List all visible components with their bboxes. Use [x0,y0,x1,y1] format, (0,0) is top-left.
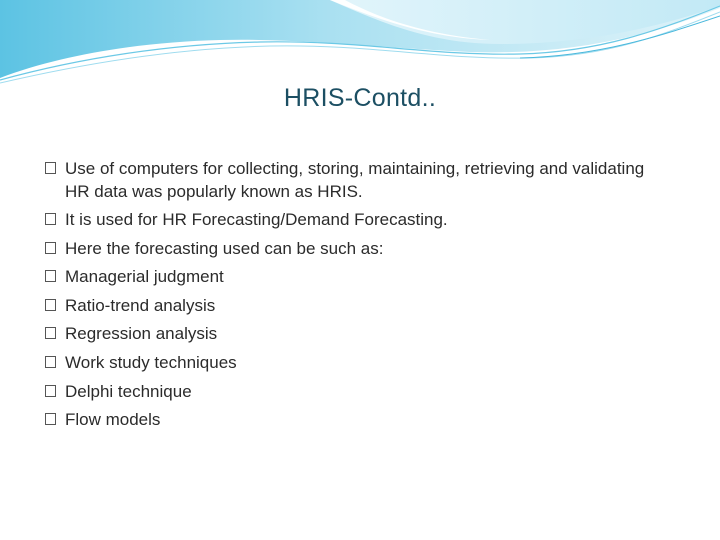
square-bullet-icon [45,162,56,174]
square-bullet-icon [45,356,56,368]
bullet-text: Here the forecasting used can be such as: [65,238,384,258]
bullet-list [45,157,655,437]
list-item [45,322,655,345]
list-item [45,208,655,231]
header-wave-decoration [0,0,720,90]
list-item [45,380,655,403]
bullet-text: Delphi technique [65,381,192,401]
square-bullet-icon [45,242,56,254]
bullet-text: It is used for HR Forecasting/Demand Forecasting. [65,210,448,229]
square-bullet-icon [45,270,56,282]
square-bullet-icon [45,413,56,425]
list-item [45,157,655,203]
bullet-text: Ratio-trend analysis [65,295,216,315]
list-item [45,265,655,288]
slide-title: HRIS-Contd.. [283,84,437,112]
bullet-text: Flow models [65,410,161,430]
list-item [45,237,655,260]
list-item [45,408,655,431]
bullet-text: Work study techniques [65,352,237,372]
square-bullet-icon [45,385,56,397]
list-item [45,294,655,317]
square-bullet-icon [45,213,56,225]
square-bullet-icon [45,327,56,339]
list-item [45,351,655,374]
square-bullet-icon [45,299,56,311]
bullet-text: Regression analysis [65,324,218,344]
bullet-text: Managerial judgment [65,267,224,287]
bullet-text: Use of computers for collecting, storing, maintaining, retrieving and validating HR data was popularly known as HRIS. [65,159,645,201]
